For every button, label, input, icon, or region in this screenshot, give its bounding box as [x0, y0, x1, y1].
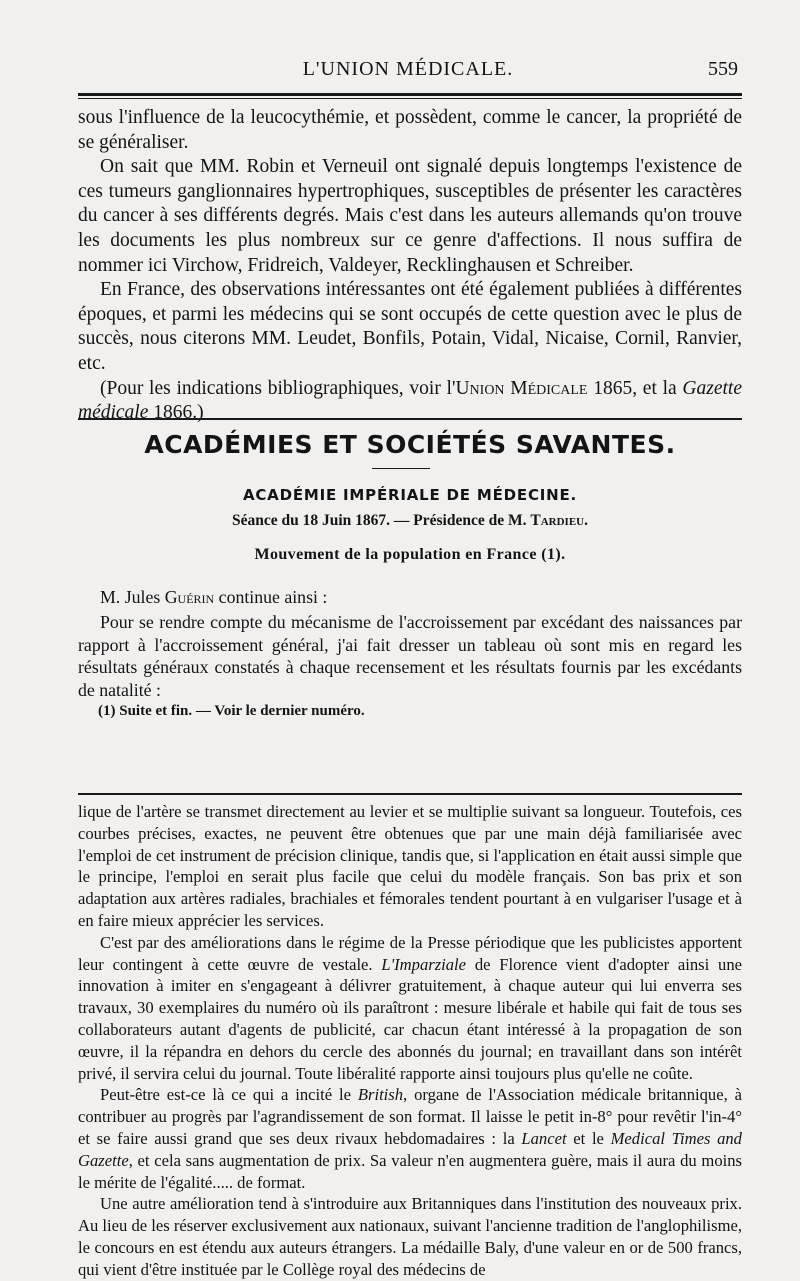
feuilleton-paragraph-4: Une autre amélioration tend à s'introduire aux Britanniques dans l'institution des nouveaux prix. Au lieu de les réserver exclusivement aux nationaux, suivant l'ancienne tradition de l'anglophilisme, le concours en est étendu aux auteurs étrangers. La médaille Baly, d'une valeur en or de 500 francs, qui vient d'être instituée par le Collège royal des médecins de — [78, 1194, 743, 1279]
feuilleton-2-b: de Florence vient d'adopter ainsi une innovation à imiter en s'engageant à délivrer gratuitement, à chaque auteur qui lui enverra ses travaux, 30 exemplaires du numéro où ils paraîtront : mesure libérale et habile qui fait de tous ses collaborateurs autant d'agents de publicité, car chacun étant intéressé à la propagation de son œuvre, il la répandra en dehors du cercle des abonnés du journal; en travaillant dans son intérêt privé, il servira celui du journal. Toute libéralité rapporte ainsi toujours plus qu'elle ne coûte. — [78, 954, 742, 1083]
feuilleton — [78, 801, 742, 1281]
running-title: L'UNION MÉDICALE. — [302, 58, 514, 80]
feuilleton-2-a: C'est par des améliorations dans le régime de la Presse périodique que les publicistes apportent leur contingent à cette œuvre de vestale. — [78, 932, 742, 974]
feuilleton-3-a: Peut-être est-ce là ce qui a incité le — [100, 1085, 358, 1105]
session-line — [78, 512, 742, 530]
speaker-suffix: continue ainsi : — [214, 587, 328, 607]
references-text-2: 1865, et la — [587, 377, 683, 399]
footnote: (1) Suite et fin. — Voir le dernier numéro. — [98, 703, 365, 719]
speaker-prefix: M. Jules — [100, 587, 165, 607]
section-rule — [78, 418, 742, 420]
medical-times-name: Medical Times and Gazette — [78, 1128, 742, 1170]
paragraph-authors: On sait que MM. Robin et Verneuil ont signalé depuis longtemps l'existence de ces tumeurs ganglionnaires hypertrophiques, susceptibles de présenter les caractères du cancer à ses différents degrés. Mais c'est dans les auteurs allemands qu'on trouve les documents les plus nombreux sur ce genre d'affections. Il nous suffira de nommer ici Virchow, Fridreich, Valdeyer, Recklinghausen et Schreiber. — [78, 156, 742, 276]
references-text-3: 1866.) — [148, 402, 204, 424]
lancet-name: Lancet — [521, 1128, 567, 1148]
feuilleton-paragraph-2 — [78, 932, 742, 1085]
header-rule — [78, 93, 742, 99]
gazette-name: Gazette médicale — [78, 377, 742, 424]
session-paragraph-block — [78, 611, 742, 701]
imparziale-name: L'Imparziale — [381, 954, 467, 974]
top-article — [78, 106, 742, 426]
president-name: Tardieu — [530, 512, 585, 529]
feuilleton-paragraph-1: lique de l'artère se transmet directement au levier et se multiplie suivant sa longueur. Toutefois, ces courbes précises, exactes, ne peuvent être obtenues que par une main déjà familiarisée avec l'emploi de cet instrument de précision clinique, tandis que, si l'application en était aussi simple que le principe, l'emploi en serait plus facile que celui du modèle français. Son bas prix et son adaptation aux artères radiales, brachiales et fémorales tendent pourtant à en vulgariser l'usage et à en faire mieux apprécier les services. — [78, 802, 742, 930]
title-short-rule — [372, 468, 430, 469]
page-number: 559 — [708, 58, 738, 80]
feuilleton-paragraph-3 — [78, 1084, 742, 1193]
speaker-paragraph — [78, 586, 742, 609]
feuilleton-3-g: , et cela sans augmentation de prix. Sa valeur n'en augmentera guère, mais il aura du moins le mérite de l'égalité..... de format. — [78, 1150, 742, 1192]
journal-name: Union Médicale — [455, 377, 588, 399]
paragraph-continuation: sous l'influence de la leucocythémie, et possèdent, comme le cancer, la propriété de se généraliser. — [78, 107, 742, 153]
feuilleton-rule — [78, 793, 742, 795]
speaker-line — [78, 586, 742, 609]
movement-title: Mouvement de la population en France (1). — [254, 546, 566, 563]
session-end: . — [584, 512, 588, 529]
british-name: British — [357, 1085, 404, 1105]
session-paragraph: Pour se rendre compte du mécanisme de l'accroissement par excédant des naissances par rapport à l'accroissement général, j'ai fait dresser un tableau où sont mis en regard les résultats généraux constatés à chaque recensement et les résultats fournis par les excédants de natalité : — [78, 612, 742, 700]
subsection-title: ACADÉMIE IMPÉRIALE DE MÉDECINE. — [242, 486, 578, 504]
speaker-name: Guérin — [164, 587, 215, 607]
feuilleton-3-e: et le — [566, 1128, 611, 1148]
feuilleton-3-c: , organe de l'Association médicale britannique, à contribuer au progrès par l'agrandissement de son format. Il laisse le petit in-8° pour revêtir l'in-4° et se faire aussi grand que ses deux rivaux hebdomadaires : la — [78, 1085, 742, 1148]
paragraph-france: En France, des observations intéressantes ont été également publiées à différentes époques, et parmi les médecins qui se sont occupés de cette question avec le plus de succès, nous citerons MM. Leudet, Bonfils, Potain, Vidal, Nicaise, Cornil, Ranvier, etc. — [78, 279, 742, 374]
session-text: Séance du 18 Juin 1867. — Présidence de M. — [232, 512, 531, 529]
running-head — [78, 58, 738, 88]
section-title: ACADÉMIES ET SOCIÉTÉS SAVANTES. — [144, 430, 676, 459]
references-text-1: (Pour les indications bibliographiques, voir l' — [100, 377, 456, 399]
